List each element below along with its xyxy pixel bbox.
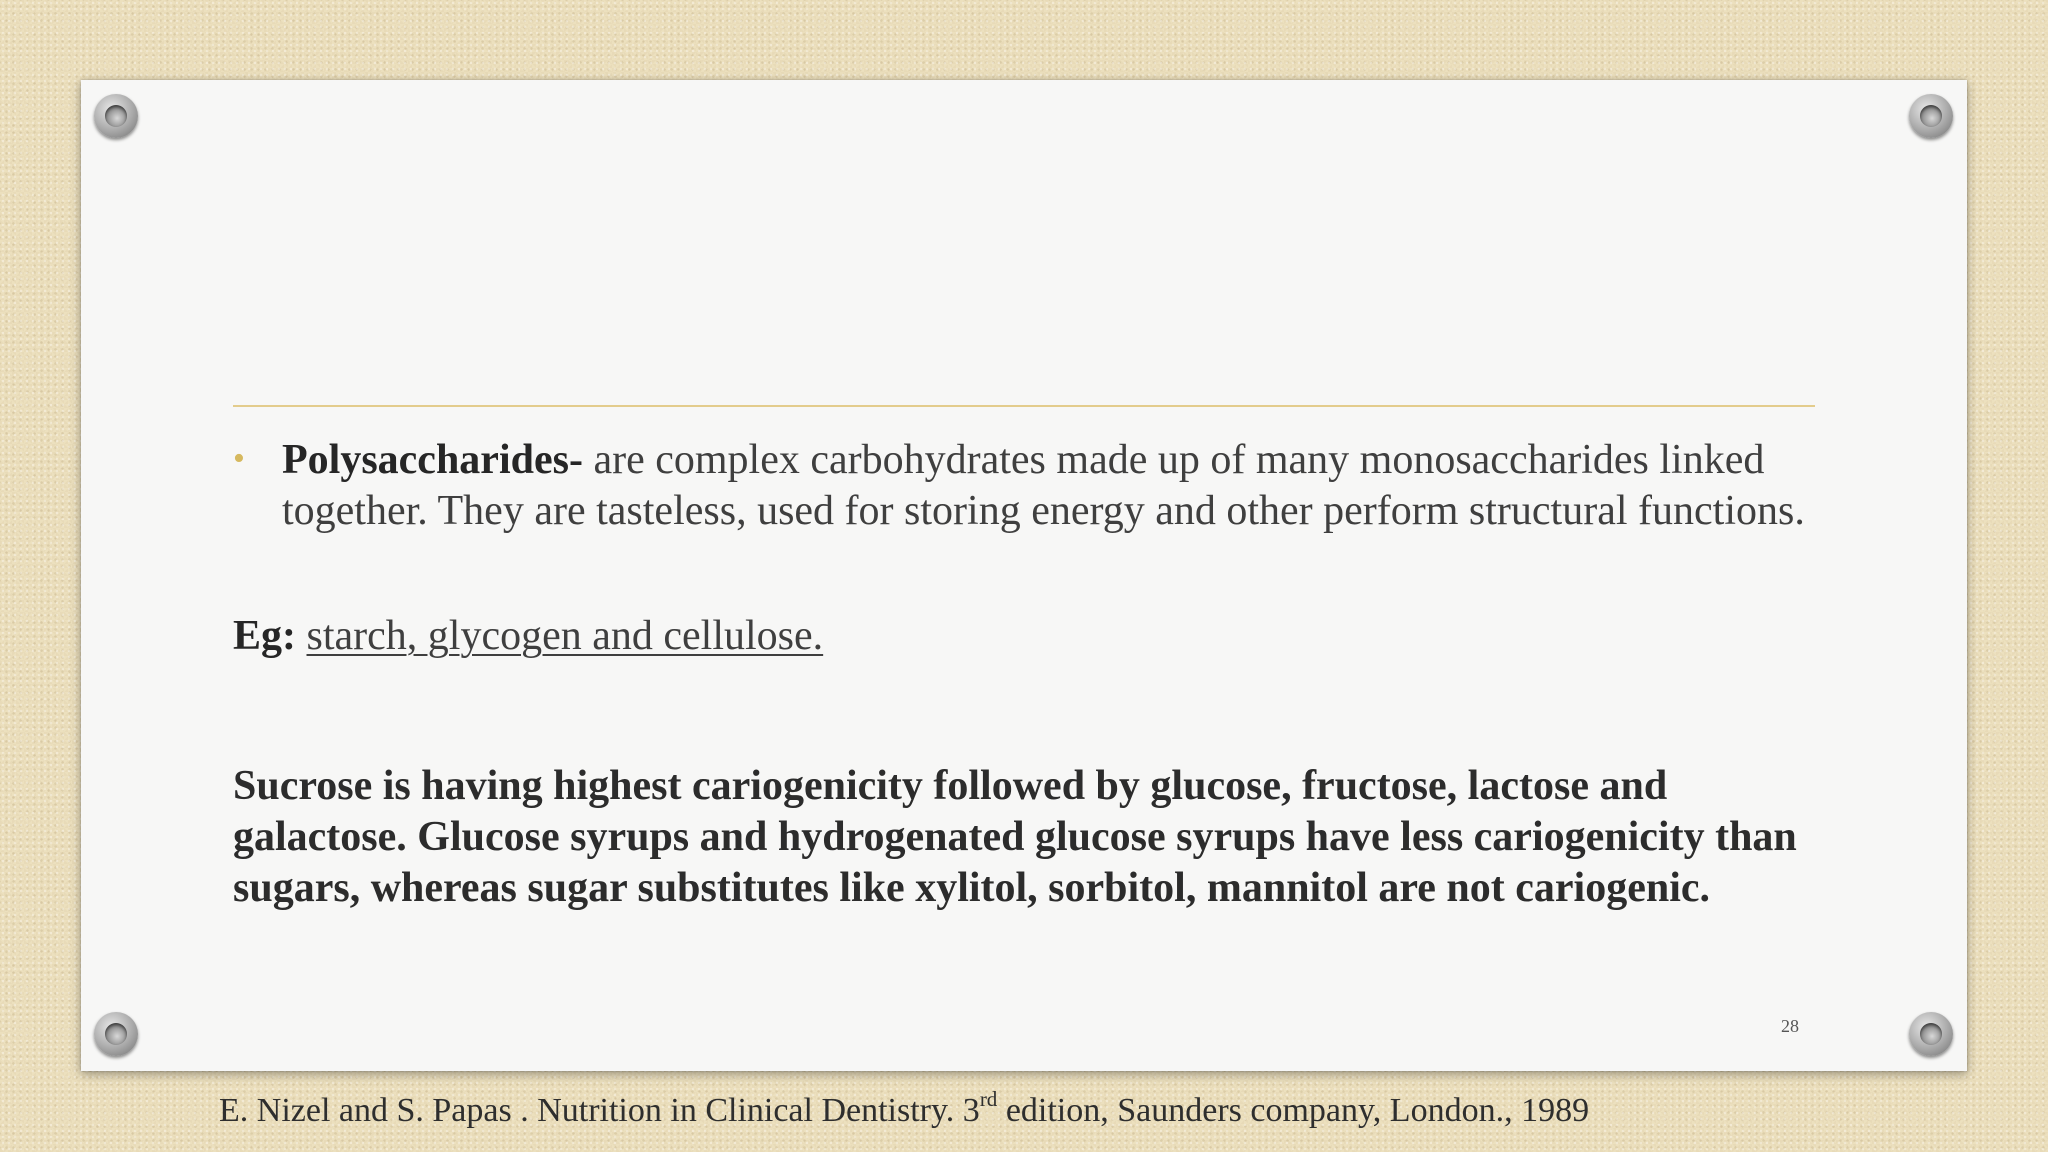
citation-rest: edition, Saunders company, London., 1989 (997, 1092, 1590, 1129)
grommet-bottom-right-icon (1909, 1012, 1953, 1056)
grommet-bottom-left-icon (94, 1012, 138, 1056)
page-number: 28 (1781, 1016, 1799, 1036)
bullet-definition: are complex carbohydrates made up of many monosaccharides linked together. They are tasteless, used for storing energy and other perform structural functions. (282, 437, 1805, 534)
example-line (233, 611, 823, 662)
bullet-item (282, 435, 1822, 537)
bullet-icon: • (233, 440, 245, 477)
citation-superscript: rd (979, 1087, 998, 1111)
grommet-top-right-icon (1909, 94, 1953, 138)
citation-main: E. Nizel and S. Papas . Nutrition in Clinical Dentistry. 3 (219, 1092, 980, 1129)
grommet-top-left-icon (94, 94, 138, 138)
slide-card (81, 80, 1967, 1071)
cariogenicity-paragraph: Sucrose is having highest cariogenicity followed by glucose, fructose, lactose and galactose. Glucose syrups and hydrogenated glucose syrups have less cariogenicity than sugars, whereas sugar substitutes like xylitol, sorbitol, mannitol are not cariogenic. (233, 763, 1797, 911)
bullet-term: Polysaccharides- (282, 437, 583, 483)
example-label: Eg: (233, 613, 296, 659)
example-value: starch, glycogen and cellulose. (306, 613, 824, 659)
citation (219, 1087, 1590, 1130)
title-divider (233, 405, 1815, 407)
